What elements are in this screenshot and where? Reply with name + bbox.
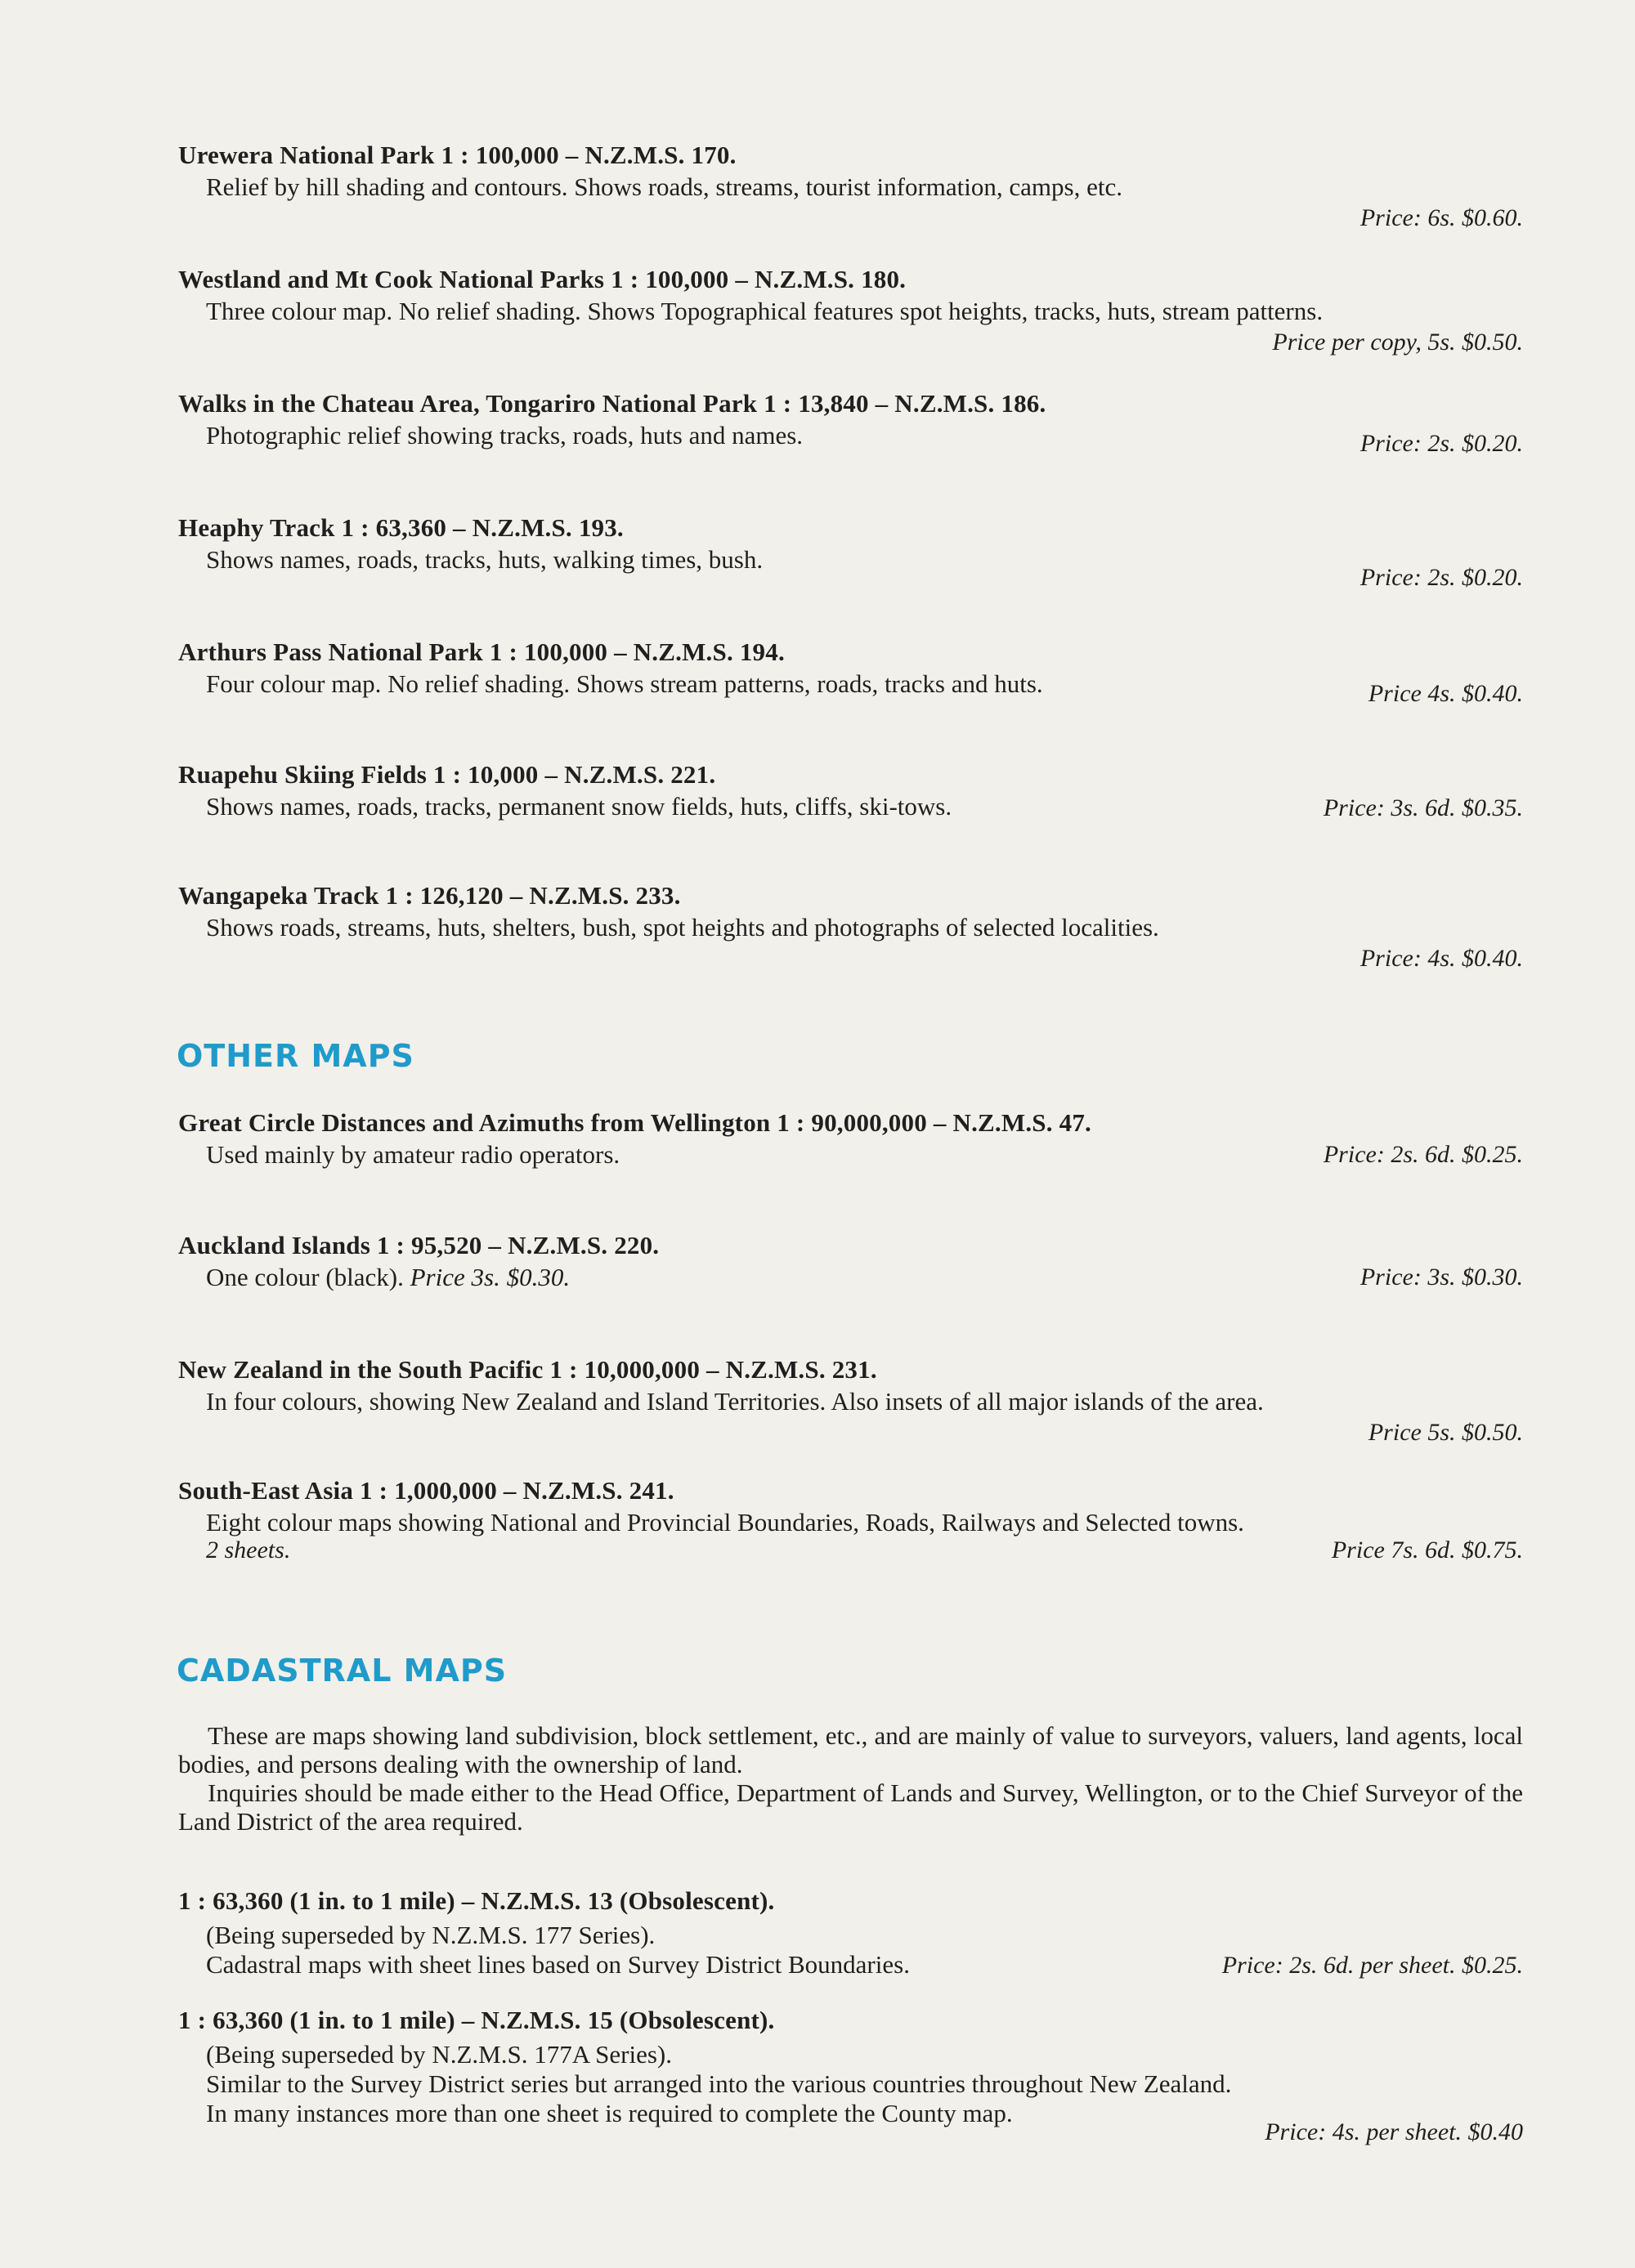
- map-entry-auckland-islands: [178, 1229, 1523, 1293]
- entry-price: Price: 2s. 6d. $0.25.: [1323, 1141, 1523, 1168]
- entry-title: Walks in the Chateau Area, Tongariro National Park 1 : 13,840 – N.Z.M.S. 186.: [178, 389, 1046, 418]
- map-entry-south-pacific: [178, 1353, 1523, 1446]
- entry-description-line: Cadastral maps with sheet lines based on Survey District Boundaries.: [206, 1950, 910, 1979]
- entry-inline-price: Price 3s. $0.30.: [410, 1263, 571, 1291]
- map-entry-nzms-13: [178, 1885, 1523, 1979]
- entry-price: Price: 2s. 6d. per sheet. $0.25.: [1221, 1952, 1523, 1979]
- entry-description-line: (Being superseded by N.Z.M.S. 177A Series).: [206, 2040, 672, 2069]
- map-entry-ruapehu: [178, 758, 1523, 822]
- entry-sheet-note: 2 sheets.: [206, 1537, 291, 1563]
- entry-description: Shows roads, streams, huts, shelters, bush, spot heights and photographs of selected localities.: [206, 913, 1159, 942]
- entry-price: Price: 6s. $0.60.: [1360, 204, 1523, 231]
- map-entry-wangapeka: [178, 879, 1523, 972]
- entry-price: Price per copy, 5s. $0.50.: [1272, 329, 1523, 356]
- entry-title: Westland and Mt Cook National Parks 1 : 100,000 – N.Z.M.S. 180.: [178, 265, 907, 293]
- entry-title: New Zealand in the South Pacific 1 : 10,000,000 – N.Z.M.S. 231.: [178, 1355, 877, 1384]
- entry-description-line: In many instances more than one sheet is required to complete the County map.: [206, 2099, 1013, 2127]
- map-entry-great-circle: [178, 1107, 1523, 1170]
- entry-description: Shows names, roads, tracks, permanent snow fields, huts, cliffs, ski-tows.: [206, 792, 952, 821]
- section-heading-other-maps: OTHER MAPS: [177, 1038, 414, 1074]
- entry-description-line: Similar to the Survey District series but arranged into the various countries throughout New Zealand.: [206, 2069, 1232, 2098]
- map-entry-arthurs-pass: [178, 636, 1523, 707]
- cadastral-intro: [178, 1721, 1523, 1836]
- entry-price: Price: 3s. $0.30.: [1360, 1264, 1523, 1291]
- entry-title: Great Circle Distances and Azimuths from Wellington 1 : 90,000,000 – N.Z.M.S. 47.: [178, 1108, 1091, 1137]
- map-entry-westland: [178, 263, 1523, 356]
- entry-description: Relief by hill shading and contours. Shows roads, streams, tourist information, camps, etc.: [206, 172, 1122, 201]
- entry-description: Used mainly by amateur radio operators.: [206, 1140, 620, 1169]
- entry-title: Wangapeka Track 1 : 126,120 – N.Z.M.S. 233.: [178, 881, 681, 910]
- entry-title: South-East Asia 1 : 1,000,000 – N.Z.M.S. 241.: [178, 1476, 674, 1505]
- entry-price: Price: 4s. per sheet. $0.40: [1265, 2118, 1523, 2145]
- cadastral-intro-paragraph: These are maps showing land subdivision, block settlement, etc., and are mainly of value to surveyors, valuers, land agents, local bodies, and persons dealing with the ownership of land.: [178, 1721, 1523, 1778]
- entry-price: Price: 3s. 6d. $0.35.: [1323, 794, 1523, 821]
- entry-title: 1 : 63,360 (1 in. to 1 mile) – N.Z.M.S. 13 (Obsolescent).: [178, 1886, 775, 1915]
- section-heading-cadastral-maps: CADASTRAL MAPS: [177, 1653, 508, 1689]
- entry-description: Shows names, roads, tracks, huts, walking times, bush.: [206, 545, 764, 574]
- entry-description: [206, 1262, 1523, 1293]
- entry-title: Ruapehu Skiing Fields 1 : 10,000 – N.Z.M.S. 221.: [178, 760, 716, 789]
- entry-description-text: One colour (black).: [206, 1263, 404, 1291]
- entry-title: Urewera National Park 1 : 100,000 – N.Z.M.S. 170.: [178, 141, 737, 169]
- map-entry-nzms-15: [178, 2004, 1523, 2145]
- entry-price: Price 5s. $0.50.: [1368, 1419, 1523, 1446]
- map-entry-chateau: [178, 387, 1523, 457]
- map-entry-heaphy: [178, 512, 1523, 591]
- entry-description: Eight colour maps showing National and Provincial Boundaries, Roads, Railways and Selected towns.: [206, 1508, 1244, 1537]
- entry-price: Price: 2s. $0.20.: [1360, 430, 1523, 457]
- entry-description: Photographic relief showing tracks, roads, huts and names.: [206, 421, 804, 450]
- entry-price: Price: 4s. $0.40.: [1360, 945, 1523, 972]
- map-entry-urewera: [178, 139, 1523, 231]
- entry-description: Three colour map. No relief shading. Shows Topographical features spot heights, tracks, huts, stream patterns.: [206, 297, 1324, 325]
- map-entry-south-east-asia: [178, 1474, 1523, 1563]
- entry-description: In four colours, showing New Zealand and Island Territories. Also insets of all major islands of the area.: [206, 1387, 1264, 1416]
- entry-title: Auckland Islands 1 : 95,520 – N.Z.M.S. 220.: [178, 1231, 660, 1259]
- entry-title: 1 : 63,360 (1 in. to 1 mile) – N.Z.M.S. 15 (Obsolescent).: [178, 2006, 775, 2034]
- entry-description: Four colour map. No relief shading. Shows stream patterns, roads, tracks and huts.: [206, 669, 1043, 698]
- entry-title: Arthurs Pass National Park 1 : 100,000 – N.Z.M.S. 194.: [178, 637, 785, 666]
- entry-price: Price 4s. $0.40.: [1368, 680, 1523, 707]
- entry-description-line: (Being superseded by N.Z.M.S. 177 Series).: [206, 1921, 656, 1949]
- entry-price: Price 7s. 6d. $0.75.: [1331, 1537, 1523, 1563]
- entry-price: Price: 2s. $0.20.: [1360, 564, 1523, 591]
- cadastral-intro-paragraph: Inquiries should be made either to the Head Office, Department of Lands and Survey, Wellington, or to the Chief Surveyor of the Land District of the area required.: [178, 1778, 1523, 1836]
- entry-title: Heaphy Track 1 : 63,360 – N.Z.M.S. 193.: [178, 513, 624, 542]
